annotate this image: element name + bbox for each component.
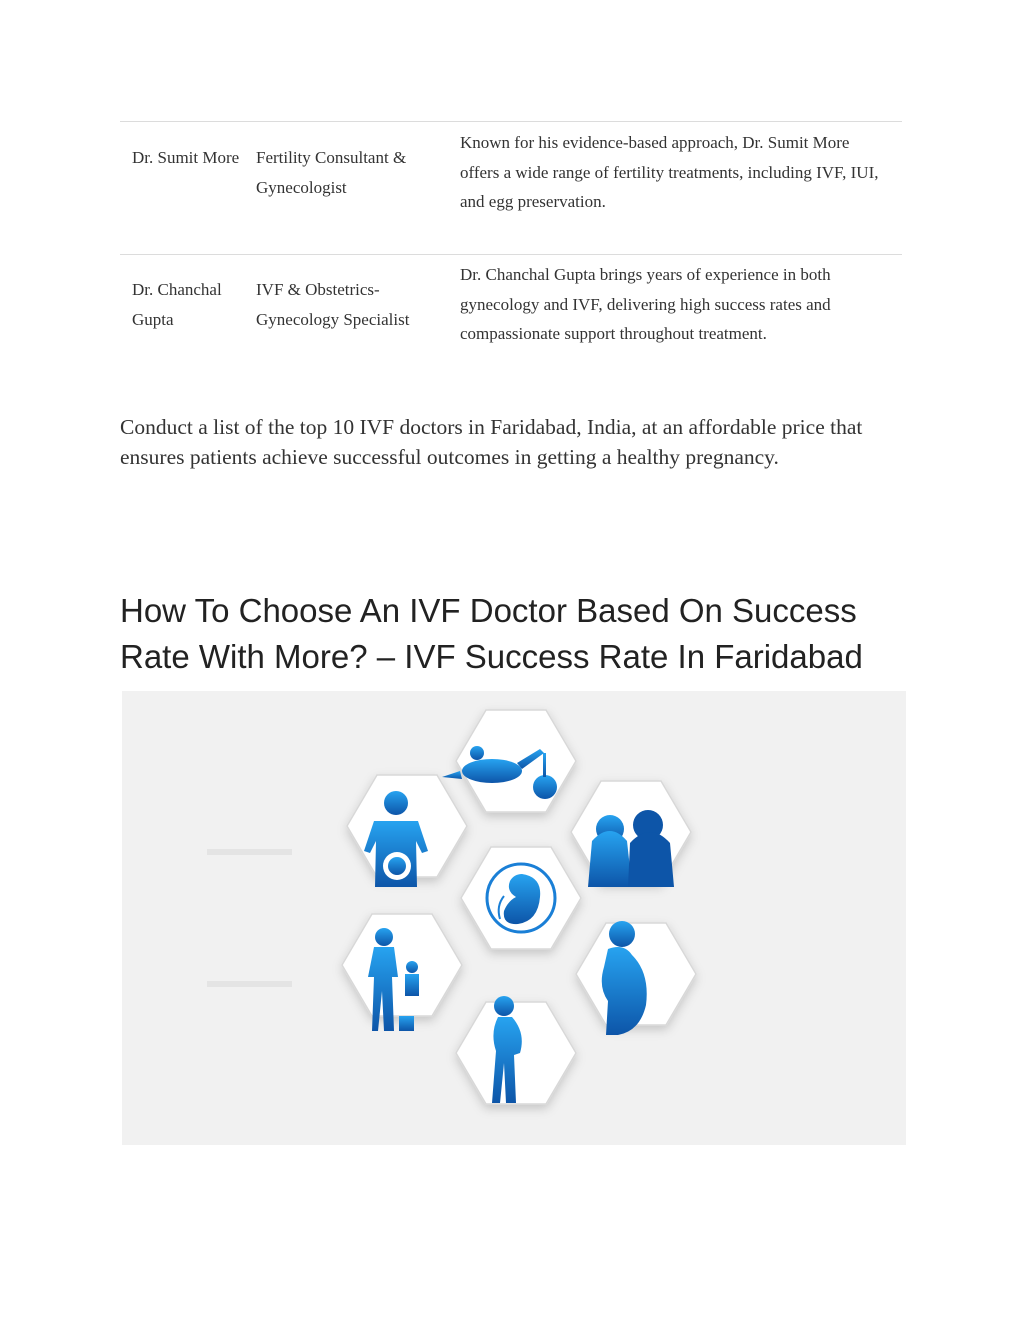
- table-row: [120, 121, 902, 254]
- guide-line: [207, 981, 292, 987]
- intro-paragraph: Conduct a list of the top 10 IVF doctors in Faridabad, India, at an affordable price that ensures patients achieve successful outcomes in getting a healthy pregnancy.: [120, 415, 863, 469]
- section-heading: How To Choose An IVF Doctor Based On Success Rate With More? – IVF Success Rate In Faridabad: [120, 592, 863, 675]
- doctor-specialty: Fertility Consultant & Gynecologist: [256, 148, 407, 197]
- guide-line: [207, 849, 292, 855]
- doctor-description: Dr. Chanchal Gupta brings years of experience in both gynecology and IVF, delivering high success rates and compassionate support throughout treatment.: [460, 265, 831, 343]
- doctor-description: Known for his evidence-based approach, Dr. Sumit More offers a wide range of fertility treatments, including IVF, IUI, and egg preservation.: [460, 133, 879, 211]
- doctor-specialty: IVF & Obstetrics-Gynecology Specialist: [256, 280, 410, 329]
- doctors-table: [120, 121, 902, 395]
- doctor-name: Dr. Sumit More: [132, 148, 240, 167]
- hexagon-top: [456, 710, 576, 812]
- fetus-icon: [487, 864, 555, 932]
- doctor-name: Dr. Chanchal Gupta: [132, 280, 222, 329]
- ivf-hexagon-illustration: [122, 691, 906, 1145]
- table-row: [120, 254, 902, 395]
- hexagon-lower-left: [342, 914, 462, 1016]
